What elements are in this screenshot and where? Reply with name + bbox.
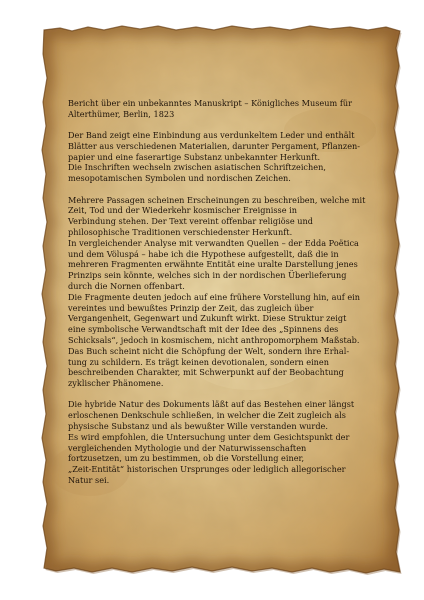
text-line: zyklischer Phänomene. [68,378,164,389]
text-line: Prinzips sein könnte, welches sich in der nordischen Überlieferung [68,270,347,281]
text-line: Die Fragmente deuten jedoch auf eine frühere Vorstellung hin, auf ein [68,291,361,302]
paragraph-analysis [68,195,368,389]
heading-line: Alterthümer, Berlin, 1823 [68,108,175,119]
text-line: Das Buch scheint nicht die Schöpfung der Welt, sondern ihre Erhal- [68,345,350,356]
text-line: vergleichenden Mythologie und der Naturwissenschaften [68,442,307,453]
text-line: philosophische Traditionen verschiedenster Herkunft. [68,226,293,237]
text-line: Natur sei. [68,475,110,485]
text-line: papier und eine faserartige Substanz unbekannter Herkunft. [68,151,321,162]
text-line: tung zu schildern. Es trägt keinen devotionalen, sondern einen [68,356,330,367]
text-line: Verbindung stehen. Der Text vereint offenbar religiöse und [68,216,313,227]
text-line: Der Band zeigt eine Einbindung aus verdunkeltem Leder und enthält [68,130,355,141]
text-line: erloschenen Denkschule schließen, in welcher die Zeit zugleich als [68,410,346,421]
report-heading [68,98,368,120]
text-line: mehreren Fragmenten erwähnte Entität eine uralte Darstellung jenes [68,259,358,270]
text-line: eine symbolische Verwandtschaft mit der Idee des „Spinnens des [68,324,339,335]
text-line: Vergangenheit, Gegenwart und Zukunft wirkt. Diese Struktur zeigt [68,313,347,324]
manuscript-report [68,98,368,486]
text-line: Die Inschriften wechseln zwischen asiatischen Schriftzeichen, [68,162,326,173]
text-line: durch die Nornen offenbart. [68,280,185,291]
paragraph-conclusion [68,399,368,485]
heading-line: Bericht über ein unbekanntes Manuskript – Königliches Museum für [68,98,353,108]
paragraph-binding-description [68,130,368,184]
text-line: Die hybride Natur des Dokuments läßt auf das Bestehen einer längst [68,399,355,410]
text-line: Mehrere Passagen scheinen Erscheinungen zu beschreiben, welche mit [68,194,366,205]
text-line: mesopotamischen Symbolen und nordischen Zeichen. [68,173,291,184]
text-line: physische Substanz und als bewußter Wille verstanden wurde. [68,421,328,432]
text-line: „Zeit-Entität“ historischen Ursprunges oder lediglich allegorischer [68,464,346,475]
text-line: beschreibenden Charakter, mit Schwerpunkt auf der Beobachtung [68,367,344,378]
text-line: fortzusetzen, um zu bestimmen, ob die Vorstellung einer, [68,453,305,464]
text-line: In vergleichender Analyse mit verwandten Quellen – der Edda Poëtica [68,237,359,248]
text-line: Zeit, Tod und der Wiederkehr kosmischer Ereignisse in [68,205,298,216]
text-line: Schicksals“, jedoch in kosmischem, nicht anthropomorphem Maßstab. [68,334,360,345]
text-line: vereintes und bewußtes Prinzip der Zeit, das zugleich über [68,302,314,313]
text-line: Es wird empfohlen, die Untersuchung unter dem Gesichtspunkt der [68,431,350,442]
text-line: und dem Völuspá – habe ich die Hypothese aufgestellt, daß die in [68,248,339,259]
text-line: Blätter aus verschiedenen Materialien, darunter Pergament, Pflanzen- [68,140,361,151]
